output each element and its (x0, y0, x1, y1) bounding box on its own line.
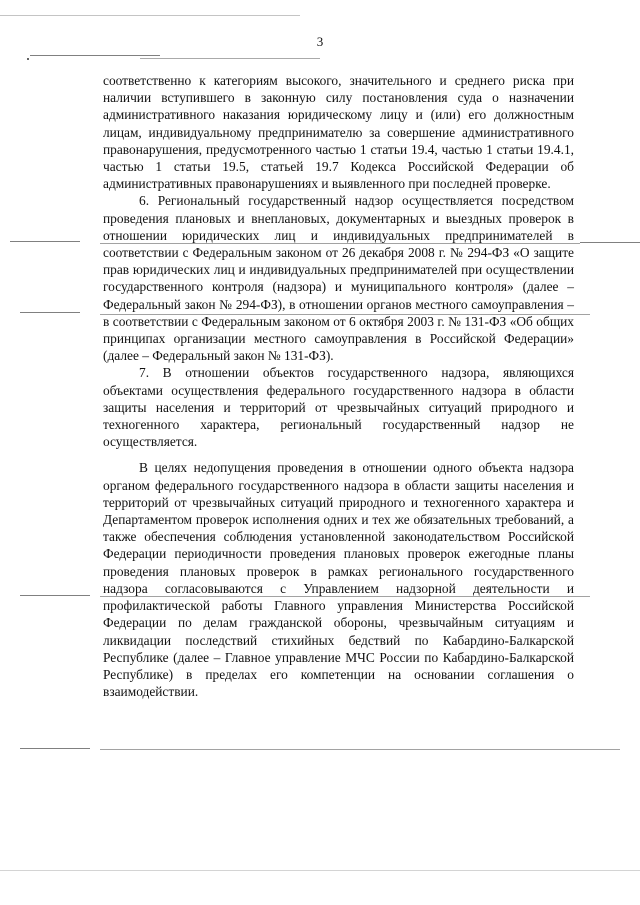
scan-artifact-speck (27, 58, 29, 60)
paragraph-continuation: соответственно к категориям высокого, значительного и среднего риска при наличии вступившего в законную силу постановления суда о назначении административного наказания юридическому лицу и (или) его должностным лицам, индивидуальному предпринимателю за совершение административного правонарушения, предусмотренного частью 1 статьи 19.4, частью 1 статьи 19.4.1, частью 1 статьи 19.5, статьей 19.7 Кодекса Российской Федерации об административных правонарушениях и выявленного при последней проверке. (103, 73, 574, 192)
paragraph-item-7: 7. В отношении объектов государственного надзора, являющихся объектами осуществления федерального государственного надзора в области защиты населения и территорий от чрезвычайных ситуаций природного и техногенного характера, региональный государственный надзор не осуществляется. (103, 365, 574, 450)
paragraph-coordination: В целях недопущения проведения в отношении одного объекта надзора органом федерального государственного надзора в области защиты населения и территорий от чрезвычайных ситуаций природного и техногенного характера и Департаментом проверок исполнения одних и тех же обязательных требований, а также обеспечения соблюдения установленной законодательством Российской Федерации периодичности проведения плановых проверок ежегодные планы проведения плановых проверок в рамках регионального государственного надзора согласовываются с Управлением надзорной деятельности и профилактической работы Главного управления Министерства Российской Федерации по делам гражданской обороны, чрезвычайным ситуациям и ликвидации последствий стихийных бедствий по Кабардино-Балкарской Республике (далее – Главное управление МЧС России по Кабардино-Балкарской Республике) в пределах его компетенции на основании соглашения о взаимодействии. (103, 460, 574, 700)
scan-artifact-line (20, 312, 80, 313)
scan-artifact-line (20, 595, 90, 596)
scan-artifact-line (140, 58, 320, 59)
document-body (103, 72, 574, 700)
page-number: 3 (316, 34, 324, 49)
scan-artifact-line (10, 241, 80, 242)
scan-artifact-line (580, 242, 640, 243)
paragraph-item-6: 6. Региональный государственный надзор осуществляется посредством проведения плановых и внеплановых, документарных и выездных проверок в отношении юридических лиц и индивидуальных предпринимателей в соответствии с Федеральным законом от 26 декабря 2008 г. № 294-ФЗ «О защите прав юридических лиц и индивидуальных предпринимателей при осуществлении государственного контроля (надзора) и муниципального контроля» (далее – Федеральный закон № 294-ФЗ), в отношении органов местного самоуправления – в соответствии с Федеральным законом от 6 октября 2003 г. № 131-ФЗ «Об общих принципах организации местного самоуправления в Российской Федерации» (далее – Федеральный закон № 131-ФЗ). (103, 193, 574, 364)
scan-artifact-line (0, 15, 300, 16)
scan-artifact-line (100, 749, 620, 750)
scan-artifact-line (30, 55, 160, 56)
scan-artifact-line (20, 748, 90, 749)
scan-artifact-line (0, 870, 640, 871)
